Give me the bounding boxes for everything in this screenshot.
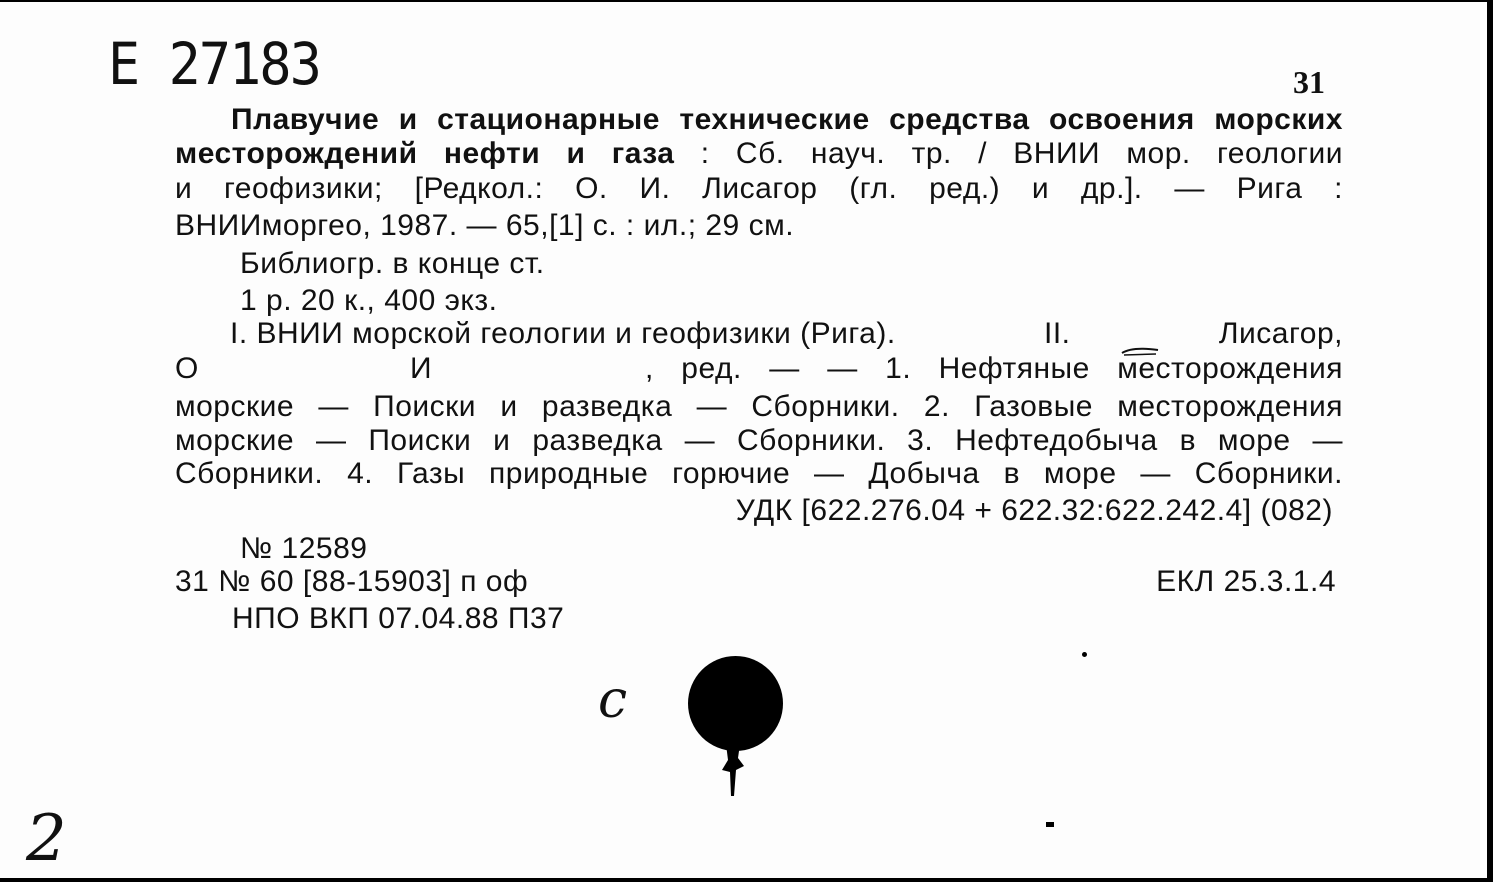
initial-i: И xyxy=(410,352,433,385)
npo-line: НПО ВКП 07.04.88 П37 xyxy=(232,602,565,635)
page-number: 31 xyxy=(1293,64,1325,100)
bibliography-note: Библиогр. в конце ст. xyxy=(240,247,545,280)
card-code: Е 27183 xyxy=(108,30,321,98)
author-entry: Лисагор, xyxy=(1218,317,1343,350)
title-text-2: месторождений нефти и газа xyxy=(175,137,675,170)
ink-speck xyxy=(1082,652,1087,657)
subject-line-1 xyxy=(175,317,1343,351)
order-line: 31 № 60 [88-15903] п оф xyxy=(175,565,529,598)
punch-hole xyxy=(688,656,783,751)
title-text-1: Плавучие и стационарные технические средства освоения морских xyxy=(231,103,1343,136)
editorial-line: и геофизики; [Редкол.: О. И. Лисагор (гл. ред.) и др.]. — Рига : xyxy=(175,172,1343,205)
subject-line-3: морские — Поиски и разведка — Сборники. 2. Газовые месторождения xyxy=(175,390,1343,423)
handwritten-underline-mark xyxy=(1120,344,1160,356)
handwritten-2-mark: 2 xyxy=(26,802,67,876)
entry-number-ii: II. xyxy=(1044,317,1071,350)
subject-heading-1: , ред. — — 1. Нефтяные месторождения xyxy=(645,352,1343,385)
title-line-2 xyxy=(175,137,1343,171)
subject-line-4: морские — Поиски и разведка — Сборники. 3. Нефтедобыча в море — xyxy=(175,424,1343,457)
punch-hole-tear xyxy=(718,744,748,796)
udk-code: УДК [622.276.04 + 622.32:622.242.4] (082) xyxy=(735,494,1333,527)
price-line: 1 р. 20 к., 400 экз. xyxy=(240,284,498,317)
collection-info: : Сб. науч. тр. / ВНИИ мор. геологии xyxy=(700,137,1343,170)
initial-o: О xyxy=(175,352,199,385)
subject-line-5: Сборники. 4. Газы природные горючие — Добыча в море — Сборники. xyxy=(175,457,1343,490)
ink-speck-2 xyxy=(1046,822,1054,827)
ekl-code: ЕКЛ 25.3.1.4 xyxy=(1156,565,1336,598)
publisher-line: ВНИИморгео, 1987. — 65,[1] с. : ил.; 29 см. xyxy=(175,209,795,242)
handwritten-c-mark: c xyxy=(598,670,628,730)
title-line-1 xyxy=(175,103,1343,137)
inventory-number: № 12589 xyxy=(240,532,368,565)
institution-entry: I. ВНИИ морской геологии и геофизики (Рига). xyxy=(230,317,896,350)
